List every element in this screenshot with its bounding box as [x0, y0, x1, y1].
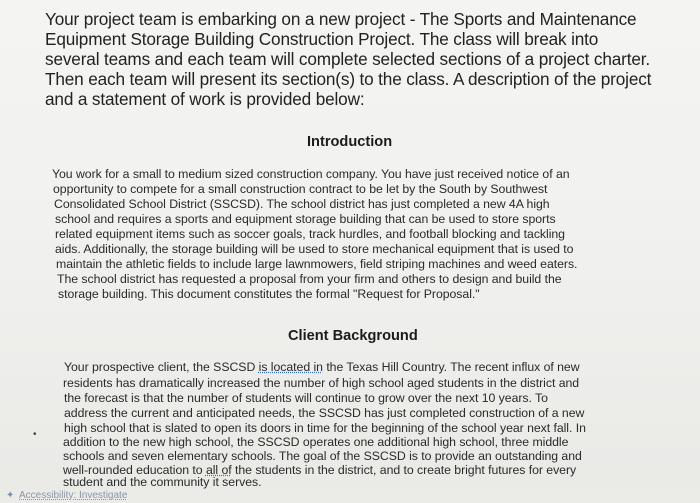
line-text: well-rounded education to [63, 463, 206, 477]
introduction-line: You work for a small to medium sized construction company. You have just received notice of an [52, 167, 570, 181]
introduction-line: Consolidated School District (SSCSD). The school district has just completed a new 4A high [54, 197, 550, 211]
client-background-line: addition to the new high school, the SSCSD operates one additional high school, three middle [63, 435, 569, 449]
introduction-line: storage building. This document constitutes the formal "Request for Proposal." [58, 287, 480, 301]
prompt-line: Your project team is embarking on a new project - The Sports and Maintenance [45, 9, 637, 29]
introduction-line: aids. Additionally, the storage building will be used to store mechanical equipment that is used to [55, 242, 574, 256]
client-background-line: high school that is slated to open its doors in time for the beginning of the school year next fall. In [64, 421, 586, 435]
introduction-line: The school district has requested a proposal from your firm and others to design and build the [57, 272, 562, 286]
prompt-line: Equipment Storage Building Construction Project. The class will break into [45, 29, 599, 49]
client-background-line [64, 361, 580, 374]
introduction-line: opportunity to compete for a small construction contract to be let by the South by Southwest [53, 182, 548, 196]
line-text: the students in the district, and to create bright futures for every [231, 463, 577, 477]
client-background-line: residents has dramatically increased the number of high school aged students in the district and [63, 376, 580, 390]
introduction-line: related equipment items such as soccer goals, track hurdles, and football blocking and tackling [55, 227, 565, 241]
client-background-line: address the current and anticipated needs, the SSCSD has just completed construction of a new [64, 406, 585, 420]
prompt-line: Then each team will present its section(s) to the class. A description of the project [45, 69, 652, 89]
cursor-mark: • [33, 429, 37, 440]
spelling-flag[interactable]: is located in [258, 360, 323, 374]
assignment-prompt [45, 9, 685, 109]
prompt-line: several teams and each team will complete selected sections of a project charter. [45, 49, 650, 69]
client-background-line: the forecast is that the number of students will continue to grow over the next 10 years. To [64, 391, 548, 405]
spelling-flag[interactable]: all of [205, 463, 232, 477]
accessibility-icon: ✦ [6, 490, 15, 501]
status-bar [0, 489, 700, 503]
introduction-line: maintain the athletic fields to include large lawnmowers, field striping machines and weed eaters. [56, 257, 578, 271]
accessibility-status-button[interactable]: Accessibility: Investigate [19, 490, 128, 501]
client-background-line: student and the community it serves. [63, 475, 262, 489]
client-background-heading: Client Background [288, 328, 418, 344]
client-background-line: schools and seven elementary schools. The goal of the SSCSD is to provide an outstanding and [63, 449, 582, 463]
prompt-line: and a statement of work is provided below: [45, 89, 365, 109]
line-text: the Texas Hill Country. The recent influx of new [322, 360, 580, 374]
introduction-heading: Introduction [307, 134, 393, 150]
introduction-line: school and requires a sports and equipment storage building that can be used to store sports [55, 212, 556, 226]
line-text: Your prospective client, the SSCSD [64, 360, 259, 374]
